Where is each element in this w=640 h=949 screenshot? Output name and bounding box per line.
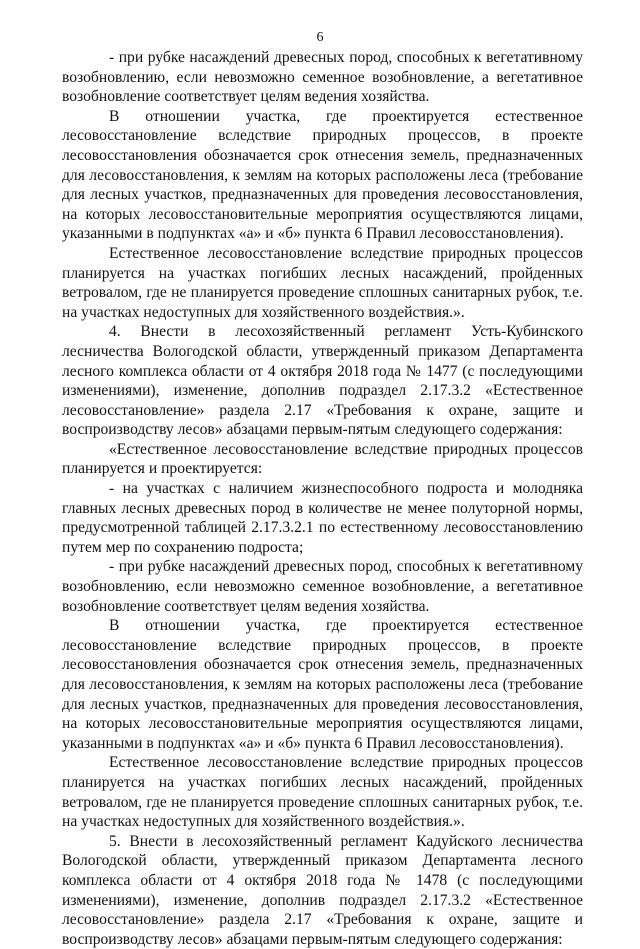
paragraph-srok-otneseniya: В отношении участка, где проектируется естественное лесовосстановление вследствие природных процессов, в проекте лесовосстановления обозначается срок отнесения земель, предназначенных для лесовосстановления, к землям на которых расположены леса (требование для лесных участков, предназначенных для проведения лесовосстановления, на которых лесовосстановительные мероприятия осуществляются лицами, указанными в подпунктах «а» и «б» пункта 6 Правил лесовосстановления).: [62, 107, 583, 243]
paragraph-podrost: - на участках с наличием жизнеспособного подроста и молодняка главных лесных древесных пород в количестве не менее полуторной нормы, предусмотренной таблицей 2.17.3.2.1 по естественному лесовосстановлению путем мер по сохранению подроста;: [62, 480, 583, 556]
paragraph-item-4-ust-kubinskoe: 4. Внести в лесохозяйственный регламент Усть-Кубинского лесничества Вологодской области, утвержденный приказом Департамента лесного комплекса области от 4 октября 2018 года № 1477 (с последующими изменениями), изменение, дополнив подраздел 2.17.3.2 «Естественное лесовосстановление» раздела 2.17 «Требования к охране, защите и воспроизводству лесов» абзацами первым-пятым следующего содержания:: [62, 323, 583, 439]
paragraph-item-5-kaduyskoe: 5. Внести в лесохозяйственный регламент Кадуйского лесничества Вологодской области, утвержденный приказом Департамента лесного комплекса области от 4 октября 2018 года № 1478 (с последующими изменениями), изменение, дополнив подраздел 2.17.3.2 «Естественное лесовосстановление» раздела 2.17 «Требования к охране, защите и воспроизводству лесов» абзацами первым-пятым следующего содержания:: [62, 832, 583, 948]
document-body: [62, 48, 583, 949]
paragraph-srok-otneseniya-2: В отношении участка, где проектируется естественное лесовосстановление вследствие природных процессов, в проекте лесовосстановления обозначается срок отнесения земель, предназначенных для лесовосстановления, к землям на которых расположены леса (требование для лесных участков, предназначенных для проведения лесовосстановления, на которых лесовосстановительные мероприятия осуществляются лицами, указанными в подпунктах «а» и «б» пункта 6 Правил лесовосстановления).: [62, 617, 583, 752]
paragraph-planiruetsya: «Естественное лесовосстановление вследствие природных процессов планируется и проектируется:: [62, 440, 583, 478]
paragraph-rubka-vegetativnoe-2: - при рубке насаждений древесных пород, способных к вегетативному возобновлению, если невозможно семенное возобновление, а вегетативное возобновление соответствует целям ведения хозяйства.: [62, 558, 583, 615]
paragraph-rubka-vegetativnoe: - при рубке насаждений древесных пород, способных к вегетативному возобновлению, если невозможно семенное возобновление, а вегетативное возобновление соответствует целям ведения хозяйства.: [62, 49, 583, 106]
page-number: 6: [316, 30, 324, 45]
paragraph-pogibshie-nasazhdeniya: Естественное лесовосстановление вследствие природных процессов планируется на участках погибших лесных насаждений, пройденных ветровалом, где не планируется проведение сплошных санитарных рубок, т.е. на участках недоступных для хозяйственного воздействия.».: [62, 244, 583, 321]
paragraph-pogibshie-nasazhdeniya-2: Естественное лесовосстановление вследствие природных процессов планируется на участках погибших лесных насаждений, пройденных ветровалом, где не планируется проведение сплошных санитарных рубок, т.е. на участках недоступных для хозяйственного воздействия.».: [62, 754, 583, 831]
